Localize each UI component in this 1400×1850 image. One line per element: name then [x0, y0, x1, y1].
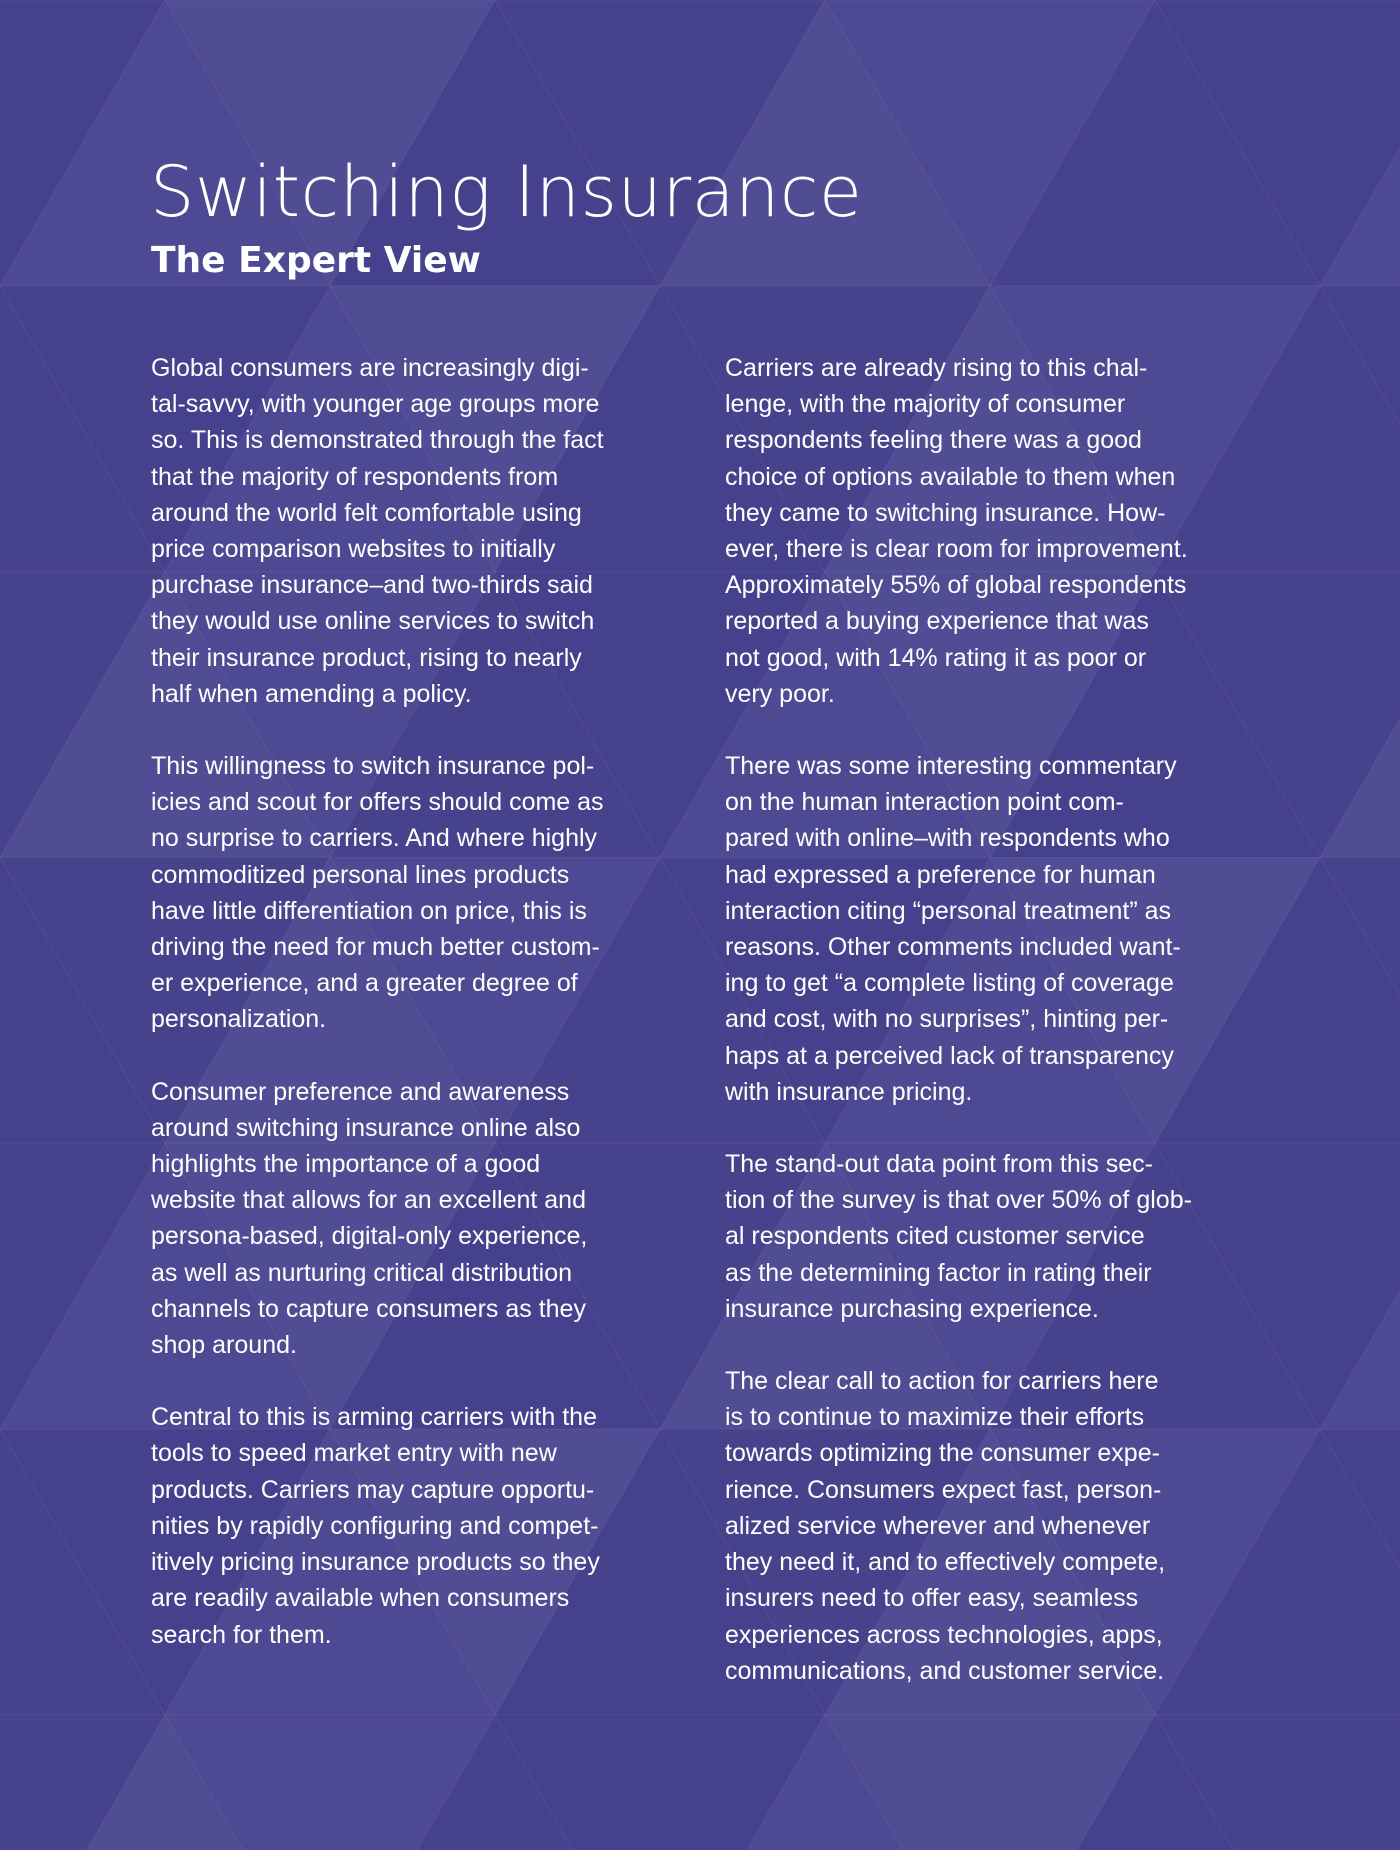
text-line: driving the need for much better custom-: [151, 933, 600, 962]
text-line: al respondents cited customer service: [725, 1222, 1145, 1251]
text-line: personalization.: [151, 1005, 327, 1034]
left-column: [151, 350, 681, 1689]
text-line: not good, with 14% rating it as poor or: [725, 643, 1147, 672]
text-line: persona-based, digital-only experience,: [151, 1222, 588, 1251]
text-line: their insurance product, rising to nearly: [151, 643, 582, 672]
text-line: tal-savvy, with younger age groups more: [151, 390, 600, 419]
text-line: ever, there is clear room for improvement.: [725, 535, 1188, 564]
text-line: so. This is demonstrated through the fact: [151, 426, 604, 455]
paragraph: [151, 350, 681, 712]
text-line: insurance purchasing experience.: [725, 1294, 1099, 1323]
text-line: as the determining factor in rating their: [725, 1258, 1152, 1287]
text-line: website that allows for an excellent and: [151, 1186, 586, 1215]
text-line: that the majority of respondents from: [151, 462, 559, 491]
text-line: reasons. Other comments included want-: [725, 933, 1181, 962]
text-line: nities by rapidly configuring and compet-: [151, 1511, 599, 1540]
right-column: [725, 350, 1255, 1725]
text-line: There was some interesting commentary: [725, 752, 1177, 781]
text-line: Consumer preference and awareness: [151, 1077, 570, 1106]
paragraph: [725, 1146, 1255, 1327]
text-line: price comparison websites to initially: [151, 535, 556, 564]
text-line: The clear call to action for carriers here: [725, 1367, 1159, 1396]
text-line: as well as nurturing critical distribution: [151, 1258, 573, 1287]
text-line: itively pricing insurance products so they: [151, 1548, 600, 1577]
text-line: experiences across technologies, apps,: [725, 1620, 1163, 1649]
paragraph: [151, 748, 681, 1038]
text-line: pared with online–with respondents who: [725, 824, 1170, 853]
text-line: rience. Consumers expect fast, person-: [725, 1475, 1162, 1504]
text-line: on the human interaction point com-: [725, 788, 1124, 817]
text-line: they would use online services to switch: [151, 607, 595, 636]
page-title: Switching Insurance: [150, 151, 863, 233]
text-line: Central to this is arming carriers with the: [151, 1403, 597, 1432]
paragraph: [725, 350, 1255, 712]
text-line: search for them.: [151, 1620, 332, 1649]
text-line: have little differentiation on price, this is: [151, 896, 587, 925]
text-line: purchase insurance–and two-thirds said: [151, 571, 593, 600]
text-line: Global consumers are increasingly digi-: [151, 354, 589, 382]
text-line: very poor.: [725, 679, 835, 708]
paragraph: [725, 1363, 1255, 1689]
text-line: they came to switching insurance. How-: [725, 498, 1166, 527]
text-line: half when amending a policy.: [151, 679, 472, 708]
text-line: commoditized personal lines products: [151, 860, 570, 889]
text-line: insurers need to offer easy, seamless: [725, 1584, 1139, 1613]
text-line: This willingness to switch insurance pol-: [151, 752, 595, 781]
text-line: The stand-out data point from this sec-: [725, 1150, 1153, 1179]
text-line: choice of options available to them when: [725, 462, 1176, 491]
text-line: with insurance pricing.: [725, 1077, 973, 1106]
text-line: Approximately 55% of global respondents: [725, 571, 1187, 600]
text-line: communications, and customer service.: [725, 1656, 1165, 1685]
text-line: icies and scout for offers should come as: [151, 788, 604, 817]
text-line: tools to speed market entry with new: [151, 1439, 557, 1468]
text-line: er experience, and a greater degree of: [151, 969, 578, 998]
text-line: alized service wherever and whenever: [725, 1511, 1151, 1540]
text-line: tion of the survey is that over 50% of glob-: [725, 1186, 1192, 1215]
text-line: around the world felt comfortable using: [151, 498, 582, 527]
text-line: haps at a perceived lack of transparency: [725, 1041, 1174, 1070]
text-line: is to continue to maximize their efforts: [725, 1403, 1145, 1432]
text-line: shop around.: [151, 1331, 297, 1360]
text-line: towards optimizing the consumer expe-: [725, 1439, 1160, 1468]
text-line: lenge, with the majority of consumer: [725, 390, 1126, 419]
paragraph: [725, 748, 1255, 1110]
text-line: and cost, with no surprises”, hinting per-: [725, 1005, 1169, 1034]
text-line: they need it, and to effectively compete,: [725, 1548, 1166, 1577]
text-line: interaction citing “personal treatment” as: [725, 896, 1172, 925]
paragraph: [151, 1399, 681, 1652]
text-line: are readily available when consumers: [151, 1584, 570, 1613]
text-line: Carriers are already rising to this chal-: [725, 354, 1148, 382]
text-line: respondents feeling there was a good: [725, 426, 1142, 455]
text-line: ing to get “a complete listing of coverage: [725, 969, 1174, 998]
text-line: highlights the importance of a good: [151, 1150, 541, 1179]
text-line: around switching insurance online also: [151, 1113, 581, 1142]
page-subtitle: The Expert View: [151, 240, 481, 281]
paragraph: [151, 1074, 681, 1364]
text-line: channels to capture consumers as they: [151, 1294, 586, 1323]
text-line: had expressed a preference for human: [725, 860, 1156, 889]
text-line: no surprise to carriers. And where highly: [151, 824, 598, 853]
text-line: reported a buying experience that was: [725, 607, 1149, 636]
text-line: products. Carriers may capture opportu-: [151, 1475, 595, 1504]
